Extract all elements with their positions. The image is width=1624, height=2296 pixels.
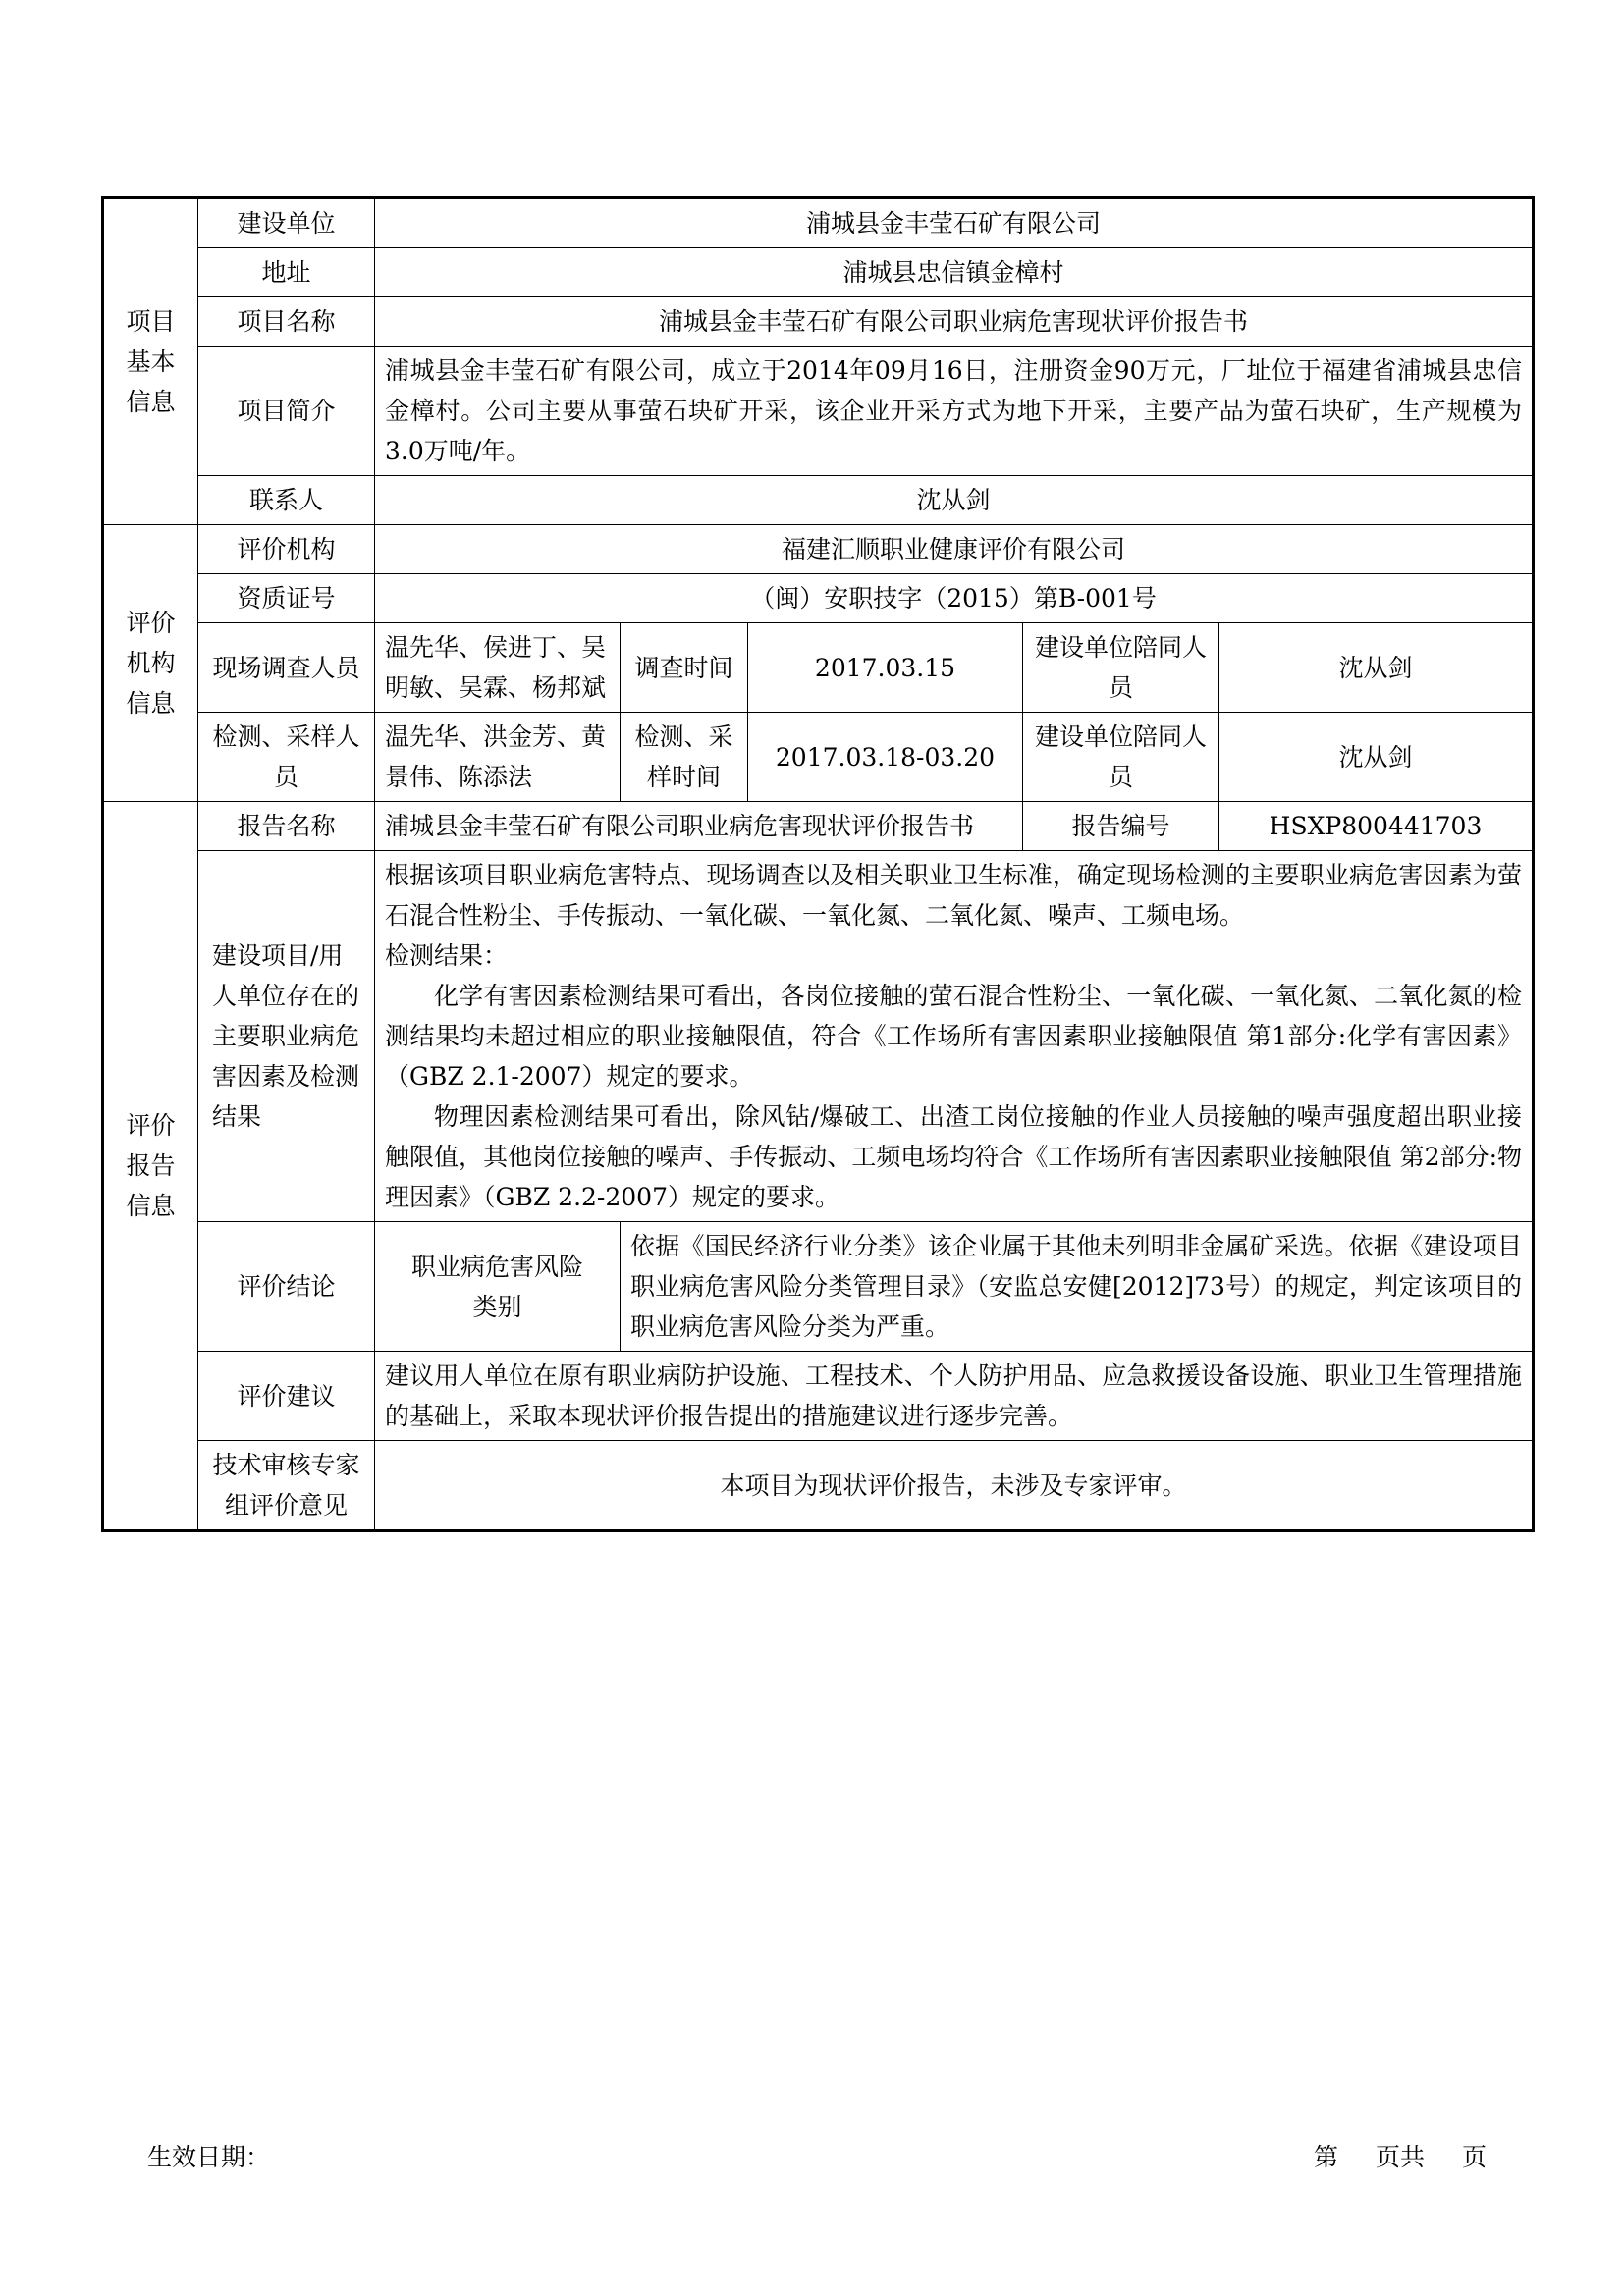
- page-first: 第: [1314, 2143, 1339, 2171]
- hazard-paragraph: 化学有害因素检测结果可看出，各岗位接触的萤石混合性粉尘、一氧化碳、一氧化氮、二氧化氮的检测结果均未超过相应的职业接触限值，符合《工作场所有害因素职业接触限值 第1部分:化学有害因素》（GBZ 2.1-2007）规定的要求。: [385, 982, 1523, 1091]
- accompany-value: 沈从剑: [1219, 623, 1534, 713]
- report-name-label: 报告名称: [198, 802, 375, 851]
- page-number: [1314, 2138, 1487, 2173]
- project-intro-label: 项目简介: [198, 347, 375, 476]
- sampling-people-value: 温先华、洪金芳、黄景伟、陈添法: [375, 713, 621, 802]
- section-report: 评价报告信息: [103, 802, 198, 1531]
- hazard-results-heading: 检测结果：: [385, 941, 509, 970]
- address-value: 浦城县忠信镇金樟村: [375, 248, 1534, 297]
- sampling-time-label: 检测、采样时间: [621, 713, 748, 802]
- expert-value: 本项目为现状评价报告，未涉及专家评审。: [375, 1441, 1534, 1531]
- agency-label: 评价机构: [198, 525, 375, 574]
- accompany2-value: 沈从剑: [1219, 713, 1534, 802]
- risk-value: 依据《国民经济行业分类》该企业属于其他未列明非金属矿采选。依据《建设项目职业病危害风险分类管理目录》（安监总安健[2012]73号）的规定，判定该项目的职业病危害风险分类为严重。: [621, 1222, 1534, 1352]
- survey-time-value: 2017.03.15: [748, 623, 1023, 713]
- advice-value: 建议用人单位在原有职业病防护设施、工程技术、个人防护用品、应急救援设备设施、职业卫生管理措施的基础上，采取本现状评价报告提出的措施建议进行逐步完善。: [375, 1352, 1534, 1441]
- page-last: 页: [1462, 2143, 1488, 2171]
- hazard-content: [375, 851, 1534, 1222]
- unit-label: 建设单位: [198, 198, 375, 248]
- conclusion-label: 评价结论: [198, 1222, 375, 1352]
- evaluation-info-table: [101, 196, 1535, 1532]
- advice-label: 评价建议: [198, 1352, 375, 1441]
- accompany-label: 建设单位陪同人员: [1023, 623, 1219, 713]
- sampling-time-value: 2017.03.18-03.20: [748, 713, 1023, 802]
- section-project: 项目基本信息: [103, 198, 198, 525]
- expert-label: 技术审核专家组评价意见: [198, 1441, 375, 1531]
- risk-label: 职业病危害风险类别: [375, 1222, 621, 1352]
- address-label: 地址: [198, 248, 375, 297]
- agency-value: 福建汇顺职业健康评价有限公司: [375, 525, 1534, 574]
- sampling-people-label: 检测、采样人员: [198, 713, 375, 802]
- project-intro-value: 浦城县金丰莹石矿有限公司，成立于2014年09月16日，注册资金90万元，厂址位于福建省浦城县忠信金樟村。公司主要从事萤石块矿开采，该企业开采方式为地下开采，主要产品为萤石块矿，生产规模为3.0万吨/年。: [375, 347, 1534, 476]
- project-name-value: 浦城县金丰莹石矿有限公司职业病危害现状评价报告书: [375, 297, 1534, 347]
- contact-label: 联系人: [198, 476, 375, 525]
- report-no-value: HSXP800441703: [1219, 802, 1534, 851]
- cert-label: 资质证号: [198, 574, 375, 623]
- survey-people-value: 温先华、侯进丁、吴明敏、吴霖、杨邦斌: [375, 623, 621, 713]
- project-name-label: 项目名称: [198, 297, 375, 347]
- cert-value: （闽）安职技字（2015）第B-001号: [375, 574, 1534, 623]
- effective-date: 生效日期：: [147, 2143, 271, 2171]
- report-no-label: 报告编号: [1023, 802, 1219, 851]
- survey-time-label: 调查时间: [621, 623, 748, 713]
- survey-people-label: 现场调查人员: [198, 623, 375, 713]
- section-agency: 评价机构信息: [103, 525, 198, 802]
- accompany2-label: 建设单位陪同人员: [1023, 713, 1219, 802]
- report-name-value: 浦城县金丰莹石矿有限公司职业病危害现状评价报告书: [375, 802, 1023, 851]
- hazard-paragraph: 物理因素检测结果可看出，除风钻/爆破工、出渣工岗位接触的作业人员接触的噪声强度超出职业接触限值，其他岗位接触的噪声、手传振动、工频电场均符合《工作场所有害因素职业接触限值 第2部分:物理因素》（GBZ 2.2-2007）规定的要求。: [385, 1102, 1523, 1211]
- contact-value: 沈从剑: [375, 476, 1534, 525]
- page-mid: 页共: [1376, 2143, 1426, 2171]
- hazard-label: 建设项目/用人单位存在的主要职业病危害因素及检测结果: [198, 851, 375, 1222]
- hazard-paragraph: 根据该项目职业病危害特点、现场调查以及相关职业卫生标准，确定现场检测的主要职业病危害因素为萤石混合性粉尘、手传振动、一氧化碳、一氧化氮、二氧化氮、噪声、工频电场。: [385, 861, 1523, 930]
- unit-value: 浦城县金丰莹石矿有限公司: [375, 198, 1534, 248]
